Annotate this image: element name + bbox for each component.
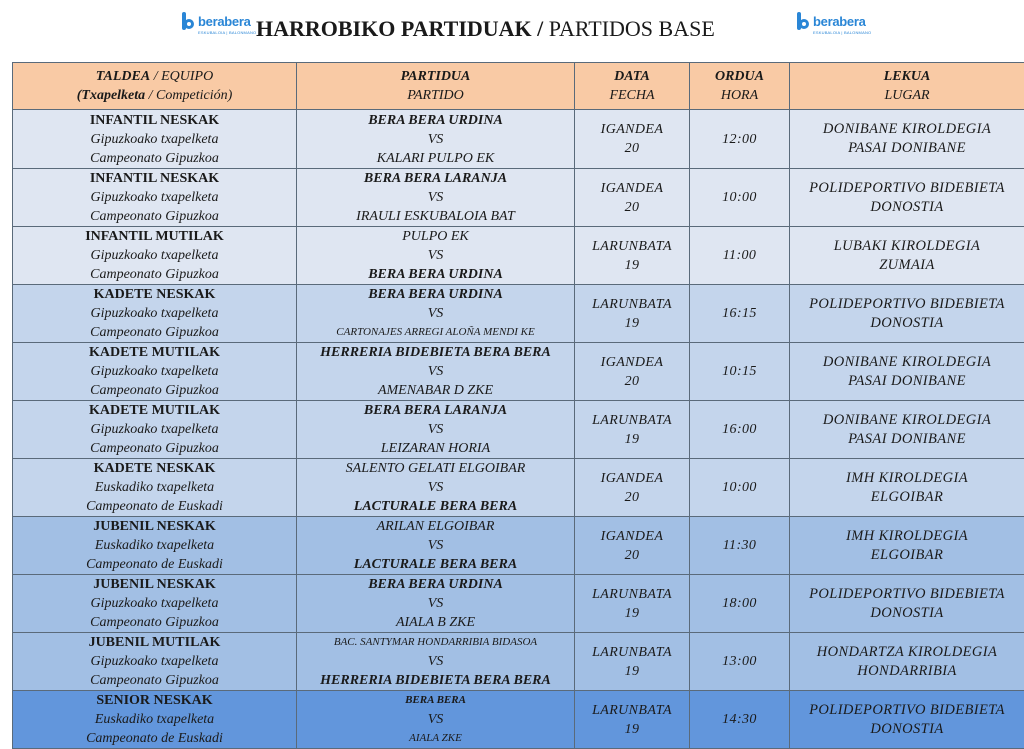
team-cell — [13, 575, 297, 633]
day-name: LARUNBATA — [577, 411, 687, 430]
competition-eu: Gipuzkoako txapelketa — [15, 652, 294, 671]
venue-name: DONIBANE KIROLDEGIA — [792, 411, 1022, 430]
match-time: 11:00 — [723, 248, 757, 263]
page-title — [256, 16, 715, 42]
versus: VS — [299, 188, 572, 207]
logo-subtitle: ESKUBALOIA | BALONMANO — [813, 30, 871, 35]
match-cell — [297, 285, 575, 343]
competition-es: Campeonato Gipuzkoa — [15, 207, 294, 226]
venue-town: PASAI DONIBANE — [792, 372, 1022, 391]
hour-cell — [690, 633, 790, 691]
match-time: 14:30 — [722, 712, 757, 727]
competition-es: Campeonato de Euskadi — [15, 729, 294, 748]
home-team: BERA BERA — [299, 691, 572, 710]
venue-town: DONOSTIA — [792, 604, 1022, 623]
day-name: LARUNBATA — [577, 295, 687, 314]
team-cell — [13, 401, 297, 459]
day-name: LARUNBATA — [577, 585, 687, 604]
home-team: SALENTO GELATI ELGOIBAR — [299, 459, 572, 478]
logo-subtitle: ESKUBALOIA | BALONMANO — [198, 30, 256, 35]
team-cell — [13, 517, 297, 575]
venue-name: IMH KIROLDEGIA — [792, 469, 1022, 488]
table-row — [13, 285, 1024, 343]
home-team: BERA BERA URDINA — [299, 111, 572, 130]
day-name: IGANDEA — [577, 469, 687, 488]
team-cell — [13, 227, 297, 285]
versus: VS — [299, 710, 572, 729]
place-cell — [790, 343, 1024, 401]
hour-cell — [690, 343, 790, 401]
team-name: INFANTIL NESKAK — [15, 169, 294, 188]
team-name: KADETE NESKAK — [15, 285, 294, 304]
table-row — [13, 633, 1024, 691]
match-time: 16:00 — [722, 422, 757, 437]
away-team: LACTURALE BERA BERA — [299, 497, 572, 516]
competition-eu: Gipuzkoako txapelketa — [15, 362, 294, 381]
day-number: 20 — [577, 488, 687, 507]
team-name: KADETE NESKAK — [15, 459, 294, 478]
venue-name: HONDARTZA KIROLDEGIA — [792, 643, 1022, 662]
title-separator: / — [532, 16, 549, 41]
competition-es: Campeonato Gipuzkoa — [15, 149, 294, 168]
col-team: TALDEA / EQUIPO (Txapelketa / Competición) — [13, 63, 297, 110]
team-cell — [13, 691, 297, 749]
competition-eu: Gipuzkoako txapelketa — [15, 188, 294, 207]
place-cell — [790, 459, 1024, 517]
home-team: PULPO EK — [299, 227, 572, 246]
team-name: SENIOR NESKAK — [15, 691, 294, 710]
versus: VS — [299, 130, 572, 149]
day-name: IGANDEA — [577, 120, 687, 139]
competition-es: Campeonato de Euskadi — [15, 555, 294, 574]
place-cell — [790, 517, 1024, 575]
berabera-logo-right — [797, 12, 871, 35]
berabera-logo-icon — [182, 12, 196, 30]
away-team: IRAULI ESKUBALOIA BAT — [299, 207, 572, 226]
table-row — [13, 459, 1024, 517]
versus: VS — [299, 652, 572, 671]
home-team: HERRERIA BIDEBIETA BERA BERA — [299, 343, 572, 362]
hour-cell — [690, 227, 790, 285]
title-bar — [0, 8, 1024, 48]
away-team: BERA BERA URDINA — [299, 265, 572, 284]
hour-cell — [690, 575, 790, 633]
match-time: 10:00 — [722, 190, 757, 205]
home-team: BERA BERA URDINA — [299, 575, 572, 594]
day-number: 20 — [577, 198, 687, 217]
competition-eu: Gipuzkoako txapelketa — [15, 304, 294, 323]
match-time: 16:15 — [722, 306, 757, 321]
match-time: 10:15 — [722, 364, 757, 379]
matches-table — [12, 62, 1024, 749]
hour-cell — [690, 517, 790, 575]
competition-es: Campeonato Gipuzkoa — [15, 613, 294, 632]
versus: VS — [299, 420, 572, 439]
venue-name: POLIDEPORTIVO BIDEBIETA — [792, 585, 1022, 604]
venue-town: DONOSTIA — [792, 314, 1022, 333]
venue-name: POLIDEPORTIVO BIDEBIETA — [792, 295, 1022, 314]
table-row — [13, 575, 1024, 633]
away-team: AMENABAR D ZKE — [299, 381, 572, 400]
hour-cell — [690, 169, 790, 227]
date-cell — [575, 459, 690, 517]
venue-name: IMH KIROLDEGIA — [792, 527, 1022, 546]
versus: VS — [299, 362, 572, 381]
match-time: 11:30 — [723, 538, 757, 553]
competition-eu: Gipuzkoako txapelketa — [15, 130, 294, 149]
team-name: KADETE MUTILAK — [15, 343, 294, 362]
match-cell — [297, 110, 575, 169]
date-cell — [575, 285, 690, 343]
home-team: BAC. SANTYMAR HONDARRIBIA BIDASOA — [299, 633, 572, 652]
day-name: LARUNBATA — [577, 701, 687, 720]
date-cell — [575, 169, 690, 227]
home-team: BERA BERA URDINA — [299, 285, 572, 304]
match-cell — [297, 343, 575, 401]
day-number: 20 — [577, 139, 687, 158]
competition-eu: Euskadiko txapelketa — [15, 710, 294, 729]
versus: VS — [299, 536, 572, 555]
venue-name: POLIDEPORTIVO BIDEBIETA — [792, 179, 1022, 198]
competition-eu: Gipuzkoako txapelketa — [15, 420, 294, 439]
competition-es: Campeonato Gipuzkoa — [15, 265, 294, 284]
home-team: ARILAN ELGOIBAR — [299, 517, 572, 536]
date-cell — [575, 575, 690, 633]
title-spanish: PARTIDOS BASE — [549, 16, 715, 41]
logo-text: berabera — [198, 14, 251, 29]
versus: VS — [299, 478, 572, 497]
day-name: IGANDEA — [577, 353, 687, 372]
place-cell — [790, 110, 1024, 169]
day-number: 19 — [577, 662, 687, 681]
competition-eu: Gipuzkoako txapelketa — [15, 246, 294, 265]
match-time: 12:00 — [722, 132, 757, 147]
col-place: LEKUA LUGAR — [790, 63, 1024, 110]
away-team: LEIZARAN HORIA — [299, 439, 572, 458]
day-name: LARUNBATA — [577, 643, 687, 662]
team-name: JUBENIL MUTILAK — [15, 633, 294, 652]
title-basque: HARROBIKO PARTIDUAK — [256, 16, 532, 41]
versus: VS — [299, 246, 572, 265]
place-cell — [790, 691, 1024, 749]
versus: VS — [299, 304, 572, 323]
team-cell — [13, 633, 297, 691]
berabera-logo-icon — [797, 12, 811, 30]
competition-eu: Gipuzkoako txapelketa — [15, 594, 294, 613]
date-cell — [575, 517, 690, 575]
team-cell — [13, 285, 297, 343]
day-number: 19 — [577, 256, 687, 275]
venue-town: ELGOIBAR — [792, 546, 1022, 565]
team-cell — [13, 110, 297, 169]
logo-text: berabera — [813, 14, 866, 29]
hour-cell — [690, 459, 790, 517]
venue-town: HONDARRIBIA — [792, 662, 1022, 681]
home-team: BERA BERA LARANJA — [299, 401, 572, 420]
away-team: AIALA B ZKE — [299, 613, 572, 632]
match-cell — [297, 401, 575, 459]
competition-eu: Euskadiko txapelketa — [15, 478, 294, 497]
competition-es: Campeonato Gipuzkoa — [15, 381, 294, 400]
venue-name: DONIBANE KIROLDEGIA — [792, 120, 1022, 139]
away-team: LACTURALE BERA BERA — [299, 555, 572, 574]
team-cell — [13, 459, 297, 517]
table-header — [13, 63, 1024, 110]
table-row — [13, 169, 1024, 227]
date-cell — [575, 633, 690, 691]
competition-es: Campeonato Gipuzkoa — [15, 671, 294, 690]
venue-name: DONIBANE KIROLDEGIA — [792, 353, 1022, 372]
day-number: 20 — [577, 546, 687, 565]
day-number: 19 — [577, 430, 687, 449]
berabera-logo-left — [182, 12, 256, 35]
date-cell — [575, 343, 690, 401]
day-number: 20 — [577, 372, 687, 391]
place-cell — [790, 575, 1024, 633]
team-name: KADETE MUTILAK — [15, 401, 294, 420]
match-time: 18:00 — [722, 596, 757, 611]
day-name: IGANDEA — [577, 527, 687, 546]
place-cell — [790, 285, 1024, 343]
venue-town: DONOSTIA — [792, 720, 1022, 739]
col-match: PARTIDUA PARTIDO — [297, 63, 575, 110]
venue-town: ZUMAIA — [792, 256, 1022, 275]
venue-town: PASAI DONIBANE — [792, 139, 1022, 158]
match-cell — [297, 575, 575, 633]
competition-es: Campeonato Gipuzkoa — [15, 323, 294, 342]
table-row — [13, 110, 1024, 169]
competition-es: Campeonato de Euskadi — [15, 497, 294, 516]
venue-town: DONOSTIA — [792, 198, 1022, 217]
place-cell — [790, 401, 1024, 459]
team-name: JUBENIL NESKAK — [15, 575, 294, 594]
hour-cell — [690, 285, 790, 343]
home-team: BERA BERA LARANJA — [299, 169, 572, 188]
day-name: IGANDEA — [577, 179, 687, 198]
date-cell — [575, 227, 690, 285]
venue-town: ELGOIBAR — [792, 488, 1022, 507]
day-name: LARUNBATA — [577, 237, 687, 256]
venue-name: POLIDEPORTIVO BIDEBIETA — [792, 701, 1022, 720]
away-team: HERRERIA BIDEBIETA BERA BERA — [299, 671, 572, 690]
away-team: KALARI PULPO EK — [299, 149, 572, 168]
match-cell — [297, 691, 575, 749]
match-cell — [297, 459, 575, 517]
team-name: INFANTIL MUTILAK — [15, 227, 294, 246]
team-cell — [13, 343, 297, 401]
table-row — [13, 401, 1024, 459]
venue-name: LUBAKI KIROLDEGIA — [792, 237, 1022, 256]
day-number: 19 — [577, 604, 687, 623]
day-number: 19 — [577, 314, 687, 333]
team-name: INFANTIL NESKAK — [15, 111, 294, 130]
team-name: JUBENIL NESKAK — [15, 517, 294, 536]
away-team: AIALA ZKE — [299, 729, 572, 748]
competition-es: Campeonato Gipuzkoa — [15, 439, 294, 458]
hour-cell — [690, 110, 790, 169]
match-cell — [297, 633, 575, 691]
hour-cell — [690, 691, 790, 749]
date-cell — [575, 691, 690, 749]
team-cell — [13, 169, 297, 227]
match-cell — [297, 227, 575, 285]
venue-town: PASAI DONIBANE — [792, 430, 1022, 449]
col-hour: ORDUA HORA — [690, 63, 790, 110]
date-cell — [575, 401, 690, 459]
table-row — [13, 517, 1024, 575]
col-date: DATA FECHA — [575, 63, 690, 110]
versus: VS — [299, 594, 572, 613]
away-team: CARTONAJES ARREGI ALOÑA MENDI KE — [299, 323, 572, 342]
place-cell — [790, 227, 1024, 285]
match-time: 13:00 — [722, 654, 757, 669]
table-row — [13, 227, 1024, 285]
table-row — [13, 343, 1024, 401]
day-number: 19 — [577, 720, 687, 739]
match-time: 10:00 — [722, 480, 757, 495]
competition-eu: Euskadiko txapelketa — [15, 536, 294, 555]
match-cell — [297, 517, 575, 575]
match-cell — [297, 169, 575, 227]
place-cell — [790, 169, 1024, 227]
hour-cell — [690, 401, 790, 459]
place-cell — [790, 633, 1024, 691]
table-row — [13, 691, 1024, 749]
date-cell — [575, 110, 690, 169]
